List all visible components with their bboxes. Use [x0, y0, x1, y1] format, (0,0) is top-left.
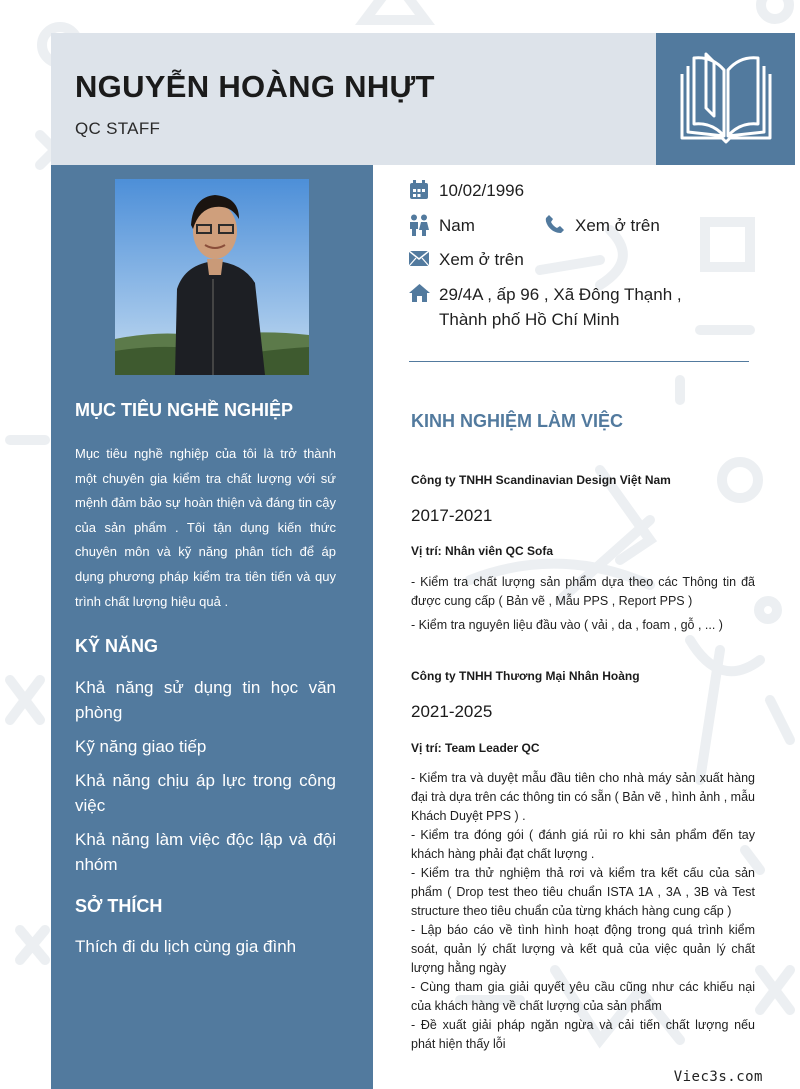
email-icon [409, 251, 429, 266]
skills-list [75, 675, 336, 886]
birthdate-text: 10/02/1996 [439, 181, 525, 200]
hobbies-title: SỞ THÍCH [75, 896, 163, 916]
phone-icon [545, 214, 565, 234]
skill-item: Kỹ năng giao tiếp [75, 737, 207, 756]
job-period: 2017-2021 [411, 506, 493, 525]
skills-title: KỸ NĂNG [75, 636, 159, 656]
duty-item: - Kiểm tra và duyệt mẫu đầu tiên cho nhà máy sản xuất hàng đại trà dựa trên các thông tin có sẵn ( Bản vẽ , hình ảnh , mẫu Khách Duyệt PPS ) . [411, 771, 755, 823]
site-watermark: Viec3s.com [673, 1069, 763, 1085]
home-icon [409, 284, 430, 302]
objective-text: Mục tiêu nghề nghiệp của tôi là trở thành một chuyên gia kiểm tra chất lượng với sứ mệnh đảm bảo sự hoàn thiện và đáng tin cậy của sản phẩm . Tôi tận dụng kiến thức chuyên môn và kỹ năng phân tích để áp dụng phương pháp kiểm tra tiên tiến và quy trình chất lượng hiệu quả . [75, 446, 336, 609]
job-title: QC STAFF [75, 119, 161, 138]
duty-item: - Đề xuất giải pháp ngăn ngừa và cải tiến chất lượng nếu phát hiện thấy lỗi [411, 1018, 755, 1051]
profile-photo [115, 179, 309, 375]
company-name: Công ty TNHH Thương Mại Nhân Hoàng [411, 669, 640, 683]
experience-title: KINH NGHIỆM LÀM VIỆC [411, 411, 624, 431]
duty-item: - Kiểm tra đóng gói ( đánh giá rủi ro khi sản phẩm đến tay khách hàng phải đạt chất lượng . [411, 828, 755, 861]
open-book-icon [678, 52, 774, 144]
duty-item: - Cùng tham gia giải quyết yêu cầu cũng như các khiếu nại của khách hàng về chất lượng của sản phẩm [411, 980, 755, 1013]
objective-title: MỤC TIÊU NGHỀ NGHIỆP [75, 400, 294, 420]
skill-item: Khả năng chịu áp lực trong công việc [75, 771, 336, 815]
duty-item: - Kiểm tra nguyên liệu đầu vào ( vải , da , foam , gỗ , ... ) [411, 618, 723, 632]
gender-text: Nam [439, 216, 475, 235]
address-line1: 29/4A , ấp 96 , Xã Đông Thạnh , [439, 285, 682, 304]
hobbies-text: Thích đi du lịch cùng gia đình [75, 937, 297, 956]
job-position: Vị trí: Nhân viên QC Sofa [411, 544, 554, 558]
phone-text: Xem ở trên [575, 216, 660, 235]
skill-item: Khả năng làm việc độc lập và đội nhóm [75, 830, 336, 874]
job-position: Vị trí: Team Leader QC [411, 741, 540, 755]
duties-list [411, 769, 755, 1054]
job-period: 2021-2025 [411, 702, 493, 721]
company-name: Công ty TNHH Scandinavian Design Việt Nam [411, 473, 671, 487]
gender-icon [409, 214, 429, 236]
divider [409, 361, 749, 362]
sidebar [51, 165, 373, 1089]
address-line2: Thành phố Hồ Chí Minh [439, 310, 620, 329]
duty-item: - Lập báo cáo về tình hình hoạt động trong quá trình kiểm soát, quản lý chất lượng và kết quả của việc quản lý chất lượng hằng ngày [411, 923, 755, 975]
duty-item: - Kiểm tra thử nghiệm thả rơi và kiểm tra kết cấu của sản phẩm ( Drop test theo tiêu chuẩn ISTA 1A , 3A , 3B và Test structure theo tiêu chuẩn của từng khách hàng cung cấp ) [411, 866, 755, 918]
header-bar [51, 33, 656, 165]
email-text: Xem ở trên [439, 250, 524, 269]
logo-box [656, 33, 795, 165]
duties-list [411, 573, 755, 640]
calendar-icon [409, 180, 429, 200]
duty-item: - Kiểm tra chất lượng sản phẩm dựa theo các Thông tin đã được cung cấp ( Bản vẽ , Mẫu PPS , Report PPS ) [411, 575, 755, 608]
skill-item: Khả năng sử dụng tin học văn phòng [75, 678, 336, 722]
candidate-name: NGUYỄN HOÀNG NHỰT [75, 69, 435, 104]
